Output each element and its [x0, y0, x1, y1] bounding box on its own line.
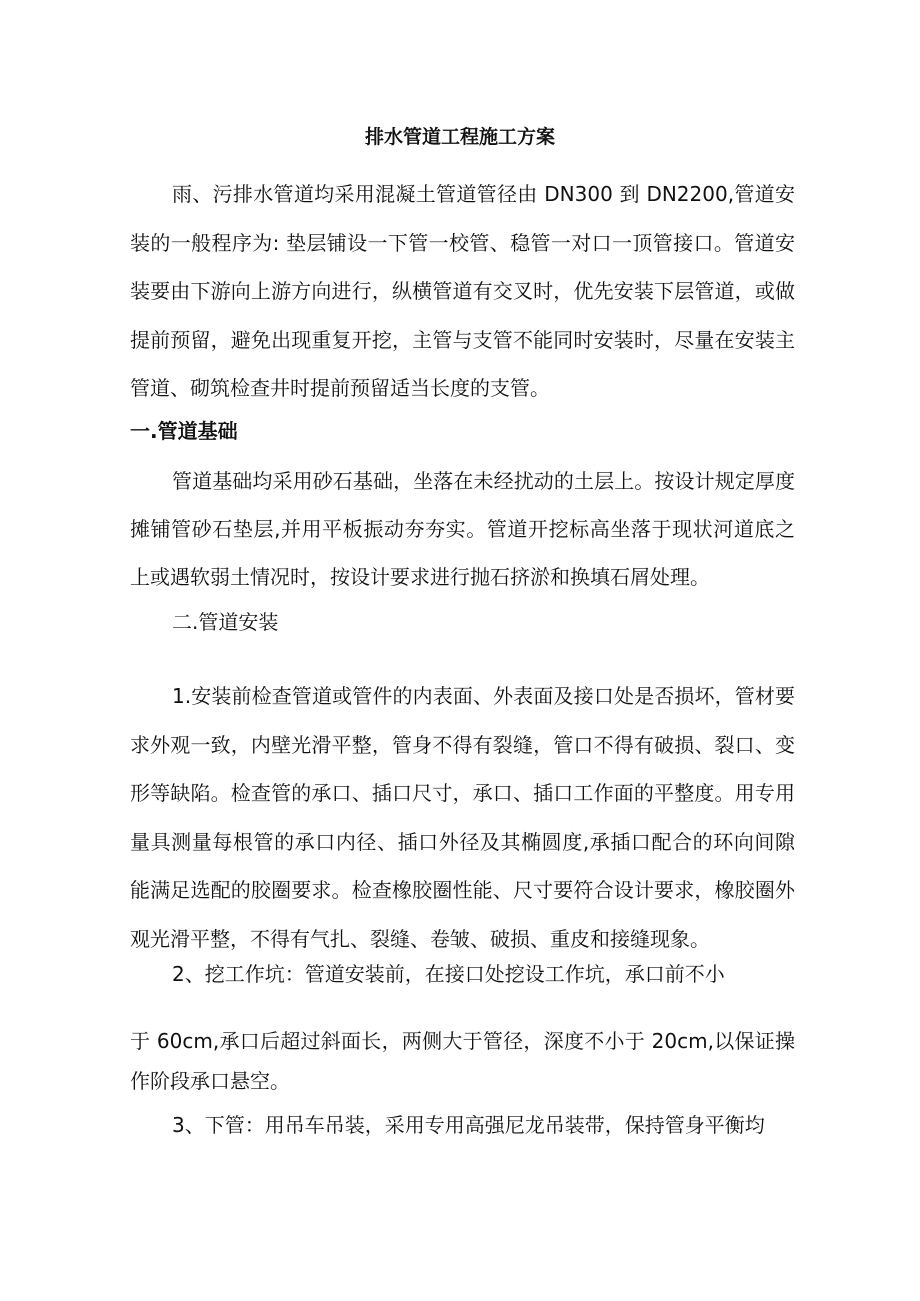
installation-item-2-continued: 于 60cm,承口后超过斜面长，两侧大于管径，深度不小于 20cm,以保证操作阶段承口悬空。 — [130, 1029, 795, 1093]
document-title: 排水管道工程施工方案 — [364, 126, 555, 148]
installation-item-2-line1: 2、挖工作坑：管道安装前，在接口处挖设工作坑，承口前不小 — [172, 962, 725, 986]
intro-paragraph: 雨、污排水管道均采用混凝土管道管径由 DN300 到 DN2200,管道安装的一般程序为: 垫层铺设一下管一校管、稳管一对口一顶管接口。管道安装要由下游向上游方向进行，纵横管道有交叉时，优先安装下层管道，或做提前预留，避免出现重复开挖，主管与支管不能同时安装时，尽量在安装主管道、砌筑检查井时提前预留适当长度的支管。 — [130, 182, 795, 400]
section-heading-installation: 二.管道安装 — [172, 610, 279, 634]
foundation-paragraph: 管道基础均采用砂石基础，坐落在未经扰动的土层上。按设计规定厚度摊铺管砂石垫层,并用平板振动夯夯实。管道开挖标高坐落于现状河道底之上或遇软弱土情况时，按设计要求进行抛石挤淤和换填石屑处理。 — [130, 469, 795, 589]
section-heading-foundation: 一.管道基础 — [130, 419, 238, 443]
installation-item-3: 3、下管：用吊车吊装，采用专用高强尼龙吊装带，保持管身平衡均 — [172, 1113, 765, 1137]
installation-item-1: 1.安装前检查管道或管件的内表面、外表面及接口处是否损坏，管材要求外观一致，内壁光滑平整，管身不得有裂缝，管口不得有破损、裂口、变形等缺陷。检查管的承口、插口尺寸，承口、插口工作面的平整度。用专用量具测量每根管的承口内径、插口外径及其椭圆度,承插口配合的环向间隙能满足选配的胶圈要求。检查橡胶圈性能、尺寸要符合设计要求，橡胶圈外观光滑平整，不得有气扎、裂缝、卷皱、破损、重皮和接缝现象。 — [130, 684, 795, 951]
